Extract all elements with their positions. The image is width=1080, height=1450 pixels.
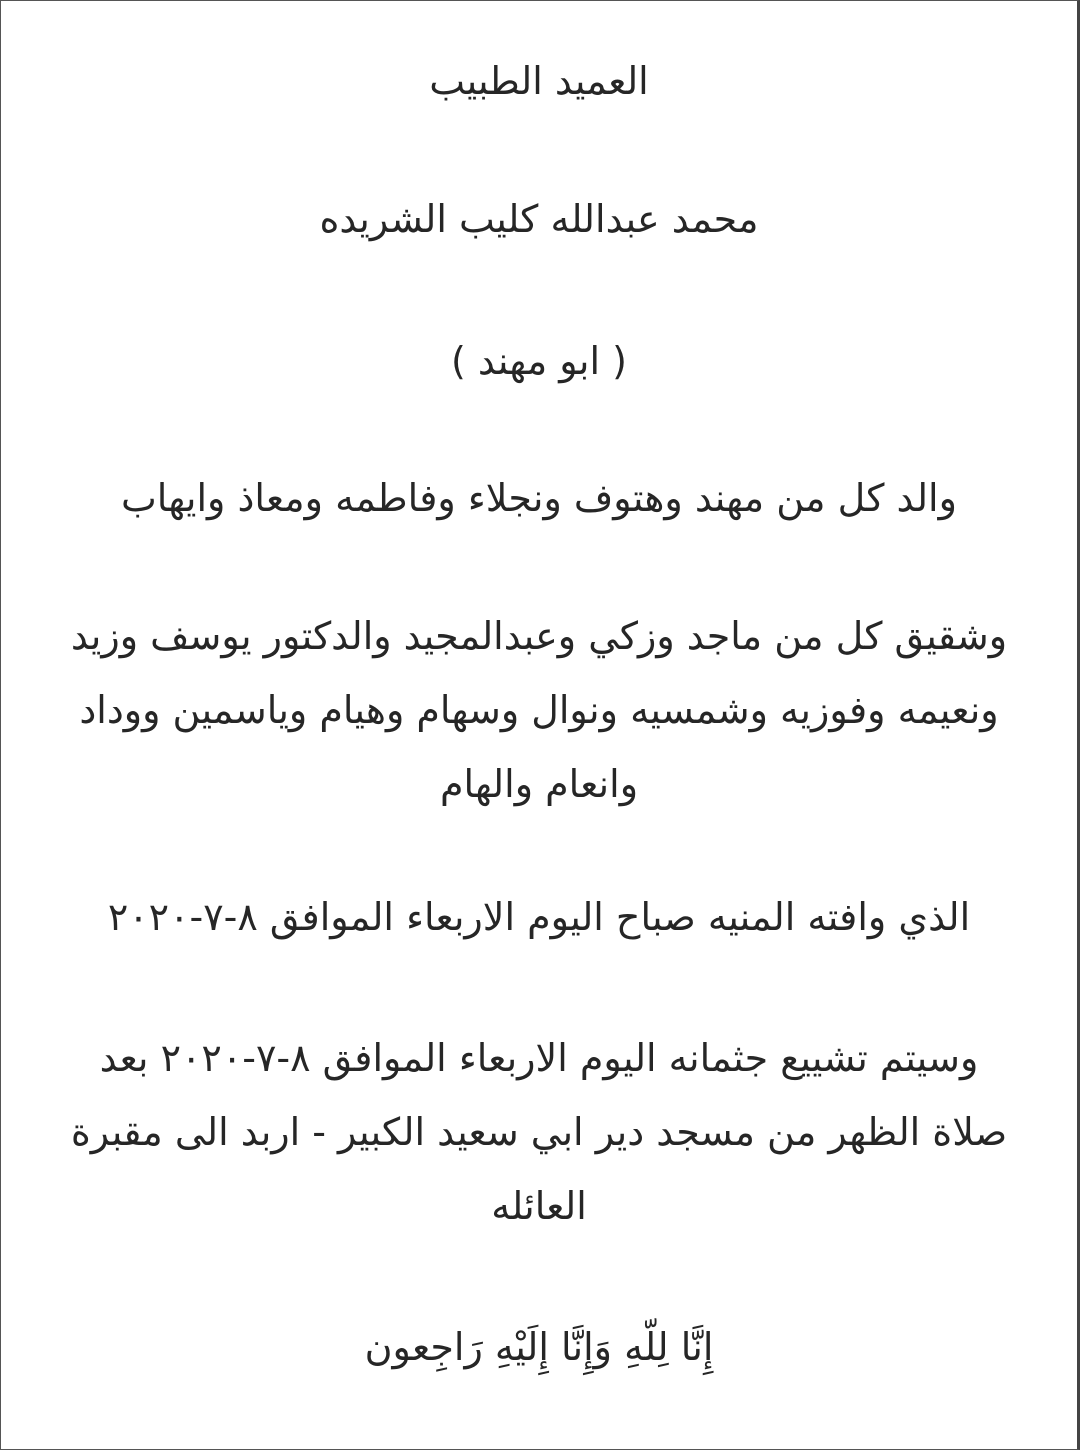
rank-title: العميد الطبيب bbox=[429, 59, 649, 103]
deceased-full-name: محمد عبدالله كليب الشريده bbox=[319, 197, 759, 241]
siblings-list: وشقيق كل من ماجد وزكي وعبدالمجيد والدكتور يوسف وزيد ونعيمه وفوزيه وشمسيه ونوال وسهام وهيام وياسمين ووداد وانعام والهام bbox=[70, 614, 1008, 806]
children-list: والد كل من مهند وهتوف ونجلاء وفاطمه ومعاذ وايهاب bbox=[121, 476, 957, 520]
deceased-nickname: ( ابو مهند ) bbox=[451, 339, 627, 383]
closing-verse: إِنَّا لِلّهِ وَإِنَّا إِلَيْهِ رَاجِعون bbox=[364, 1325, 714, 1369]
funeral-details: وسيتم تشييع جثمانه اليوم الاربعاء الموافق ٨-٧-٢٠٢٠ بعد صلاة الظهر من مسجد دير ابي سعيد الكبير - اربد الى مقبرة العائله bbox=[70, 1036, 1008, 1228]
death-notice: الذي وافته المنيه صباح اليوم الاربعاء الموافق ٨-٧-٢٠٢٠ bbox=[107, 895, 971, 939]
